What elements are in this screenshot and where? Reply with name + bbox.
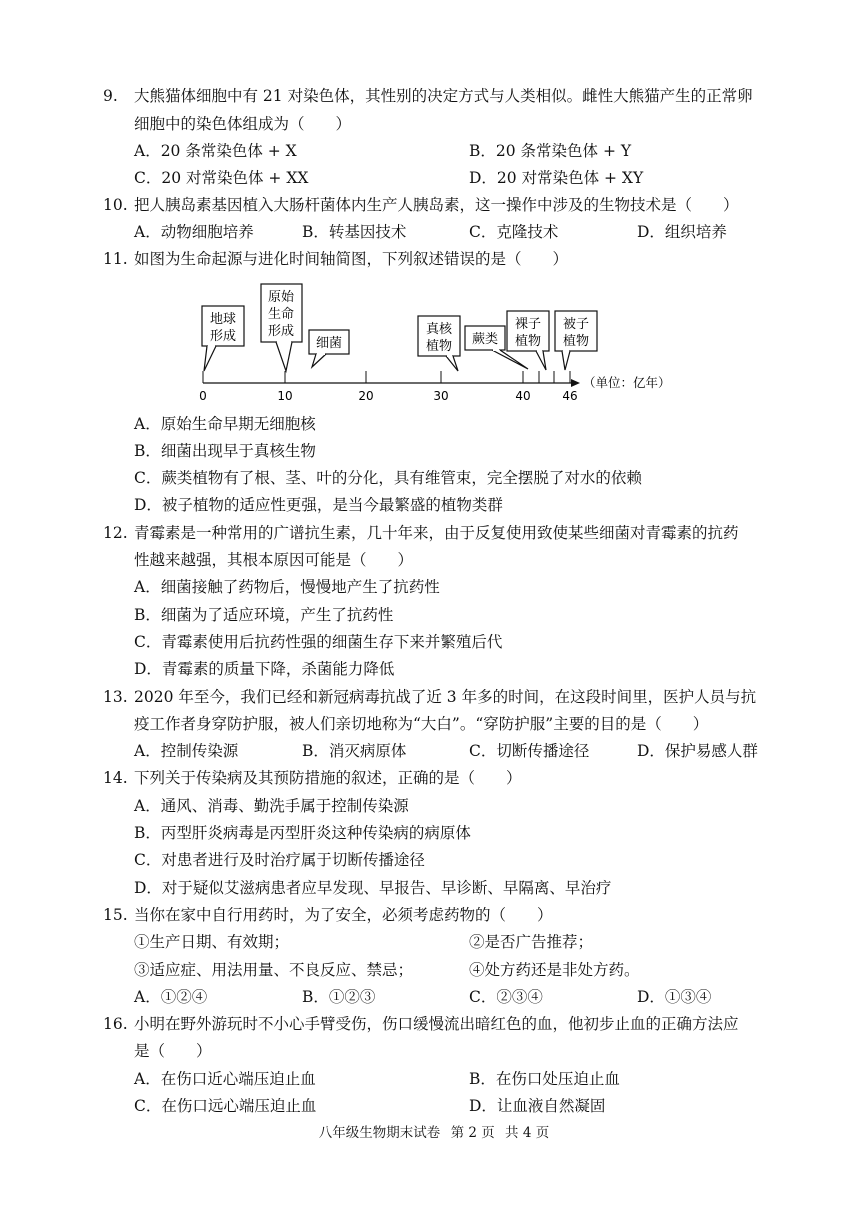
question-14-number: 14. — [103, 769, 128, 787]
question-10-option-d: D．组织培养 — [637, 223, 727, 241]
question-15-item-3: ③适应症、用法用量、不良反应、禁忌； — [134, 961, 414, 979]
question-13-number: 13. — [103, 688, 128, 706]
timeline-unit-label: （单位：亿年） — [583, 375, 671, 390]
question-12-option-c: C．青霉素使用后抗药性强的细菌生存下来并繁殖后代 — [134, 633, 503, 651]
svg-text:植物: 植物 — [514, 334, 542, 349]
question-9-option-d: D．20 对常染色体 + XY — [469, 169, 644, 187]
tick-label-0: 0 — [199, 389, 207, 403]
question-13-option-a: A．控制传染源 — [134, 742, 239, 760]
question-16-text-cont: 是（ ） — [134, 1042, 212, 1060]
question-13-text: 2020 年至今，我们已经和新冠病毒抗战了近 3 年多的时间，在这段时间里，医护人员与抗 — [134, 688, 757, 706]
timeline-arrowhead — [571, 379, 580, 387]
question-15-item-1: ①生产日期、有效期； — [134, 933, 290, 951]
svg-text:细菌: 细菌 — [315, 336, 343, 351]
question-15-option-a: A．①②④ — [134, 988, 208, 1006]
question-10-text: 把人胰岛素基因植入大肠杆菌体内生产人胰岛素，这一操作中涉及的生物技术是（ ） — [134, 196, 739, 214]
question-14-text: 下列关于传染病及其预防措施的叙述，正确的是（ ） — [134, 769, 522, 787]
question-15-option-d: D．①③④ — [637, 988, 712, 1006]
svg-text:地球: 地球 — [209, 312, 237, 327]
tick-label-46: 46 — [562, 389, 578, 403]
page-footer — [0, 1124, 868, 1142]
svg-text:形成: 形成 — [209, 329, 237, 344]
question-16-option-d: D．让血液自然凝固 — [469, 1097, 606, 1115]
question-11-number: 11. — [103, 250, 128, 268]
question-15-item-2: ②是否广告推荐； — [469, 933, 594, 951]
question-10-option-c: C．克隆技术 — [469, 223, 559, 241]
question-15-number: 15. — [103, 906, 128, 924]
svg-text:裸子: 裸子 — [514, 317, 542, 332]
svg-text:生命: 生命 — [267, 307, 295, 322]
question-11-option-a: A．原始生命早期无细胞核 — [134, 415, 316, 433]
question-15-item-4: ④处方药还是非处方药。 — [469, 961, 640, 979]
tick-label-40: 40 — [515, 389, 531, 403]
footer-title: 八年级生物期末试卷 — [318, 1125, 441, 1141]
footer-total-pages: 共 4 页 — [505, 1125, 550, 1141]
question-15-text: 当你在家中自行用药时，为了安全，必须考虑药物的（ ） — [134, 906, 553, 924]
svg-text:植物: 植物 — [562, 334, 590, 349]
tick-label-10: 10 — [277, 389, 293, 403]
svg-text:蕨类: 蕨类 — [471, 332, 499, 347]
svg-text:原始: 原始 — [267, 290, 295, 305]
question-14-option-a: A．通风、消毒、勤洗手属于控制传染源 — [134, 797, 409, 815]
question-15-option-c: C．②③④ — [469, 988, 543, 1006]
question-11-option-b: B．细菌出现早于真核生物 — [134, 442, 316, 460]
callout-bacteria — [309, 330, 349, 367]
question-16-option-a: A．在伤口近心端压迫止血 — [134, 1070, 316, 1088]
svg-text:真核: 真核 — [425, 322, 453, 337]
question-14-option-d: D．对于疑似艾滋病患者应早发现、早报告、早诊断、早隔离、早治疗 — [134, 879, 612, 897]
question-13-option-d: D．保护易感人群 — [637, 742, 758, 760]
question-15-option-b: B．①②③ — [302, 988, 376, 1006]
evolution-timeline-diagram — [0, 280, 868, 410]
question-9-text: 大熊猫体细胞中有 21 对染色体，其性别的决定方式与人类相似。雌性大熊猫产生的正常卵 — [134, 87, 753, 105]
footer-page-number: 第 2 页 — [450, 1125, 495, 1141]
tick-label-30: 30 — [433, 389, 449, 403]
question-10-number: 10. — [103, 196, 128, 214]
svg-text:被子: 被子 — [562, 317, 590, 332]
question-16-number: 16. — [103, 1015, 128, 1033]
svg-text:形成: 形成 — [267, 324, 295, 339]
question-9-option-c: C．20 对常染色体 + XX — [134, 169, 309, 187]
question-11-option-d: D．被子植物的适应性更强，是当今最繁盛的植物类群 — [134, 496, 503, 514]
callout-earth-formation — [202, 306, 244, 371]
tick-label-20: 20 — [358, 389, 374, 403]
question-9-option-a: A．20 条常染色体 + X — [134, 142, 297, 160]
question-10-option-b: B．转基因技术 — [302, 223, 407, 241]
question-12-text-cont: 性越来越强，其根本原因可能是（ ） — [134, 551, 414, 569]
question-12-option-b: B．细菌为了适应环境，产生了抗药性 — [134, 606, 394, 624]
question-12-text: 青霉素是一种常用的广谱抗生素，几十年来，由于反复使用致使某些细菌对青霉素的抗药 — [134, 524, 739, 542]
callout-origin-of-life — [261, 284, 302, 371]
question-10-option-a: A．动物细胞培养 — [134, 223, 254, 241]
svg-text:植物: 植物 — [425, 339, 453, 354]
question-12-number: 12. — [103, 524, 128, 542]
question-14-option-c: C．对患者进行及时治疗属于切断传播途径 — [134, 851, 425, 869]
question-13-option-b: B．消灭病原体 — [302, 742, 407, 760]
callout-angiosperms — [555, 311, 597, 370]
question-13-option-c: C．切断传播途径 — [469, 742, 590, 760]
question-16-text: 小明在野外游玩时不小心手臂受伤，伤口缓慢流出暗红色的血，他初步止血的正确方法应 — [134, 1015, 739, 1033]
question-12-option-d: D．青霉素的质量下降，杀菌能力降低 — [134, 660, 395, 678]
question-9-number: 9. — [103, 87, 118, 105]
question-9-option-b: B．20 条常染色体 + Y — [469, 142, 632, 160]
question-16-option-c: C．在伤口远心端压迫止血 — [134, 1097, 317, 1115]
question-11-text: 如图为生命起源与进化时间轴简图，下列叙述错误的是（ ） — [134, 250, 569, 268]
question-16-option-b: B．在伤口处压迫止血 — [469, 1070, 620, 1088]
question-13-text-cont: 疫工作者身穿防护服，被人们亲切地称为“大白”。“穿防护服”主要的目的是（ ） — [134, 715, 709, 733]
question-12-option-a: A．细菌接触了药物后，慢慢地产生了抗药性 — [134, 578, 440, 596]
question-11-option-c: C．蕨类植物有了根、茎、叶的分化，具有维管束，完全摆脱了对水的依赖 — [134, 469, 642, 487]
question-9-text-cont: 细胞中的染色体组成为（ ） — [134, 115, 352, 133]
question-14-option-b: B．丙型肝炎病毒是丙型肝炎这种传染病的病原体 — [134, 824, 471, 842]
callout-eukaryotic-plants — [418, 316, 460, 371]
